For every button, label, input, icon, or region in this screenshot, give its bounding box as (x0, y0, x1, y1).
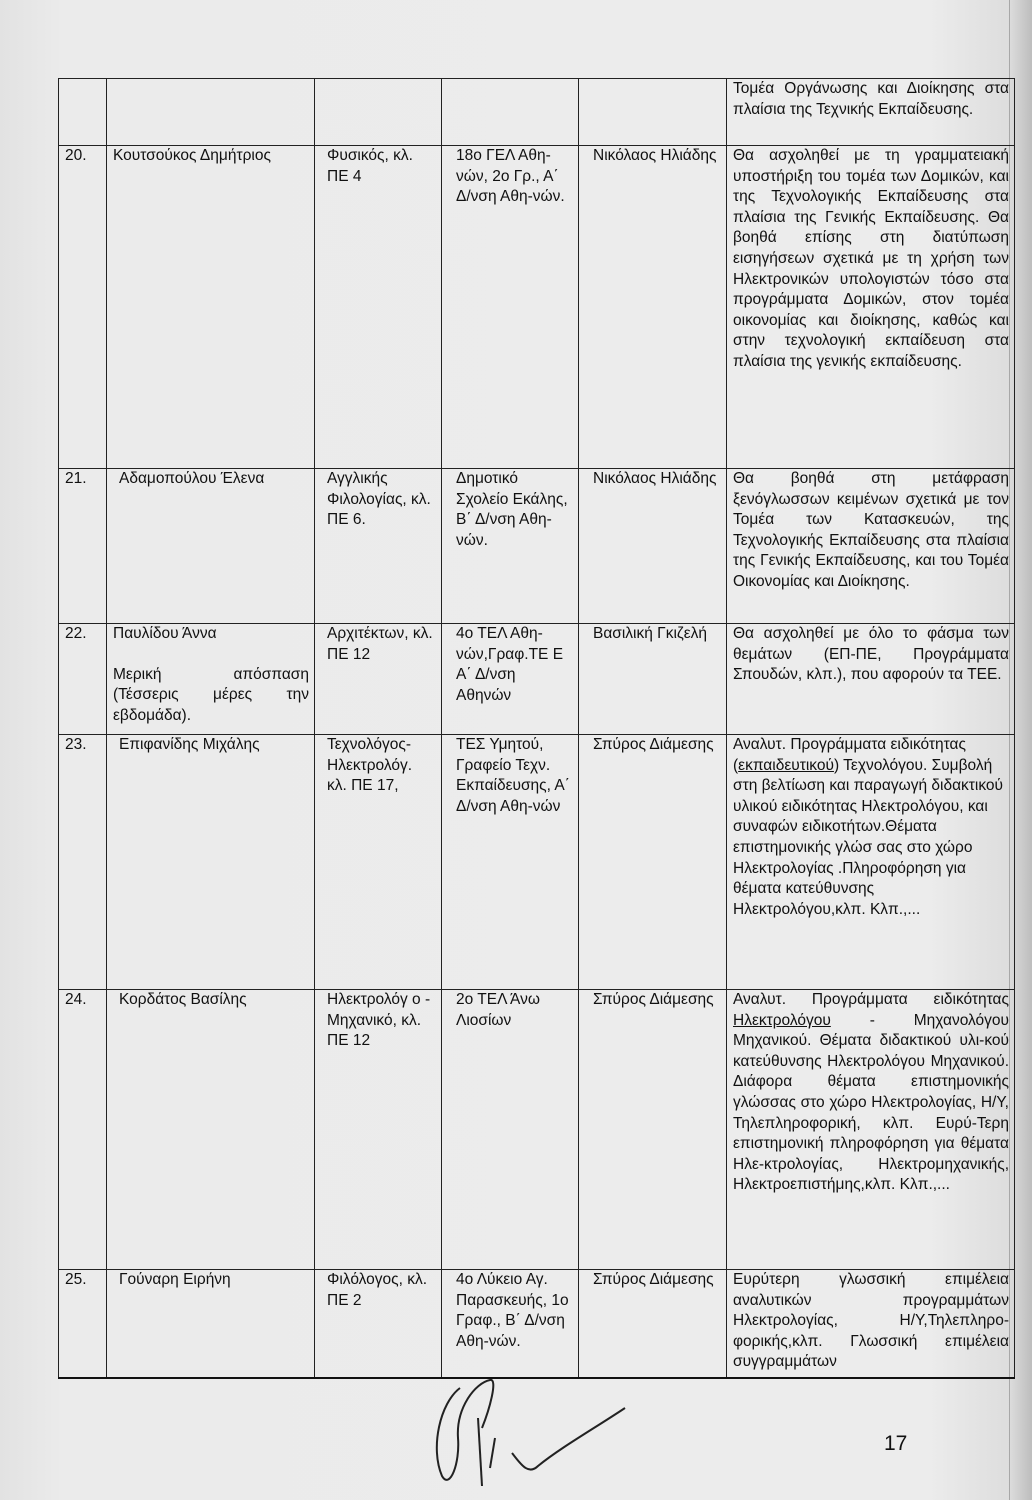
cell-name: Κουτσούκος Δημήτριος (107, 146, 315, 469)
table-row (59, 624, 1015, 735)
cell-duties: Τομέα Οργάνωσης και Διοίκησης στα πλαίσια της Τεχνικής Εκπαίδευσης. (727, 79, 1015, 146)
cell-name (107, 624, 315, 735)
cell-name: Κορδάτος Βασίλης (107, 990, 315, 1270)
cell-school (442, 79, 579, 146)
cell-specialty: Ηλεκτρολόγ ο - Μηχανικό, κλ. ΠΕ 12 (315, 990, 442, 1270)
cell-no: 25. (59, 1270, 107, 1378)
cell-school: 18ο ΓΕΛ Αθη-νών, 2ο Γρ., Α΄ Δ/νση Αθη-νών. (442, 146, 579, 469)
cell-supervisor (579, 79, 727, 146)
table-row (59, 469, 1015, 624)
cell-no: 20. (59, 146, 107, 469)
cell-duties (727, 990, 1015, 1270)
duties-underlined: εκπαιδευτικού (738, 756, 834, 774)
table-row (59, 146, 1015, 469)
staff-assignment-table (58, 78, 1015, 1379)
cell-no: 23. (59, 735, 107, 990)
duties-text: Αναλυτ. Προγράμματα ειδικότητας ( (733, 736, 966, 774)
cell-school: 4ο Λύκειο Αγ. Παρασκευής, 1ο Γραφ., Β΄ Δ/νση Αθη-νών. (442, 1270, 579, 1378)
cell-supervisor: Σπύρος Διάμεσης (579, 735, 727, 990)
cell-no: 22. (59, 624, 107, 735)
cell-school: ΤΕΣ Υμητού, Γραφείο Τεχν. Εκπαίδευσης, Α΄ Δ/νση Αθη-νών (442, 735, 579, 990)
duties-text: ) Τεχνολόγου. Συμβολή στη βελτίωση και παραγωγή διδακτικού υλικού ειδικότητας Ηλεκτρολόγου, και συναφών ειδικοτήτων.Θέματα επιστημονικής γλώσ σας στο χώρο Ηλεκτρολογίας .Πληροφόρηση για θέματα κατεύθυνσης Ηλεκτρολόγου,κλπ. Κλπ.,... (733, 756, 1004, 918)
secondment-note: Μερική απόσπαση (Τέσσερις μέρες την εβδομάδα). (113, 665, 309, 724)
cell-supervisor: Βασιλική Γκιζελή (579, 624, 727, 735)
table-row (59, 735, 1015, 990)
table-row (59, 1270, 1015, 1378)
duties-underlined: Ηλεκτρολόγου (733, 1011, 831, 1029)
table-row-continued (59, 79, 1015, 146)
person-name: Παυλίδου Άννα (113, 625, 217, 642)
cell-school: 2ο ΤΕΛ Άνω Λιοσίων (442, 990, 579, 1270)
cell-duties: Ευρύτερη γλωσσική επιμέλεια αναλυτικών προγραμμάτων Ηλεκτρολογίας, Η/Υ,Τηλεπληρο-φορικής,κλπ. Γλωσσική επιμέλεια συγγραμμάτων (727, 1270, 1015, 1378)
cell-specialty (315, 79, 442, 146)
cell-supervisor: Νικόλαος Ηλιάδης (579, 146, 727, 469)
handwritten-signature (420, 1368, 640, 1493)
cell-name: Αδαμοπούλου Έλενα (107, 469, 315, 624)
cell-specialty: Αρχιτέκτων, κλ. ΠΕ 12 (315, 624, 442, 735)
cell-name: Γούναρη Ειρήνη (107, 1270, 315, 1378)
cell-name (107, 79, 315, 146)
cell-no: 21. (59, 469, 107, 624)
cell-no (59, 79, 107, 146)
page-number: 17 (884, 1432, 908, 1455)
cell-specialty: Τεχνολόγος-Ηλεκτρολόγ. κλ. ΠΕ 17, (315, 735, 442, 990)
cell-name: Επιφανίδης Μιχάλης (107, 735, 315, 990)
cell-supervisor: Σπύρος Διάμεσης (579, 1270, 727, 1378)
cell-school: Δημοτικό Σχολείο Εκάλης, Β΄ Δ/νση Αθη-νών. (442, 469, 579, 624)
cell-duties: Θα ασχοληθεί με όλο το φάσμα των θεμάτων (ΕΠ-ΠΕ, Προγράμματα Σπουδών, κλπ.), που αφορούν τα ΤΕΕ. (727, 624, 1015, 735)
cell-specialty: Φυσικός, κλ. ΠΕ 4 (315, 146, 442, 469)
cell-school: 4ο ΤΕΛ Αθη-νών,Γραφ.ΤΕ Ε Α΄ Δ/νση Αθηνών (442, 624, 579, 735)
cell-duties: Θα ασχοληθεί με τη γραμματειακή υποστήριξη του τομέα των Δομικών, και της Τεχνολογικής Εκπαίδευσης στα πλαίσια της Γενικής Εκπαίδευσης. Θα βοηθά επίσης στη διατύπωση εισηγήσεων σχετικά με τη χρήση των Ηλεκτρονικών υπολογιστών τόσο στα προγράμματα Δομικών, στον τομέα οικονομίας και διοίκησης, καθώς και στην τεχνολογική εκπαίδευση στα πλαίσια της γενικής εκπαίδευσης. (727, 146, 1015, 469)
cell-duties: Θα βοηθά στη μετάφραση ξενόγλωσσων κειμένων σχετικά με τον Τομέα των Κατασκευών, της Τεχνολογικής Εκπαίδευσης στα πλαίσια της Γενικής Εκπαίδευσης, και του Τομέα Οικονομίας και Διοίκησης. (727, 469, 1015, 624)
table-row (59, 990, 1015, 1270)
cell-no: 24. (59, 990, 107, 1270)
cell-supervisor: Νικόλαος Ηλιάδης (579, 469, 727, 624)
duties-text: - Μηχανολόγου Μηχανικού. Θέματα διδακτικού υλι-κού κατεύθυνσης Ηλεκτρολόγου Μηχανικού. Διάφορα θέματα επιστημονικής γλώσσας στο χώρο Ηλεκτρολογίας, Η/Υ, Τηλεπληροφορική, κλπ. Ευρύ-Τερη επιστημονική πληροφόρηση για θέματα Ηλε-κτρολογίας, Ηλεκτρομηχανικής, Ηλεκτροεπιστήμης,κλπ. Κλπ.,... (733, 1011, 1009, 1194)
duties-text: Αναλυτ. Προγράμματα ειδικότητας (733, 991, 1009, 1008)
cell-specialty: Φιλόλογος, κλ. ΠΕ 2 (315, 1270, 442, 1378)
cell-specialty: Αγγλικής Φιλολογίας, κλ. ΠΕ 6. (315, 469, 442, 624)
cell-duties (727, 735, 1015, 990)
cell-supervisor: Σπύρος Διάμεσης (579, 990, 727, 1270)
